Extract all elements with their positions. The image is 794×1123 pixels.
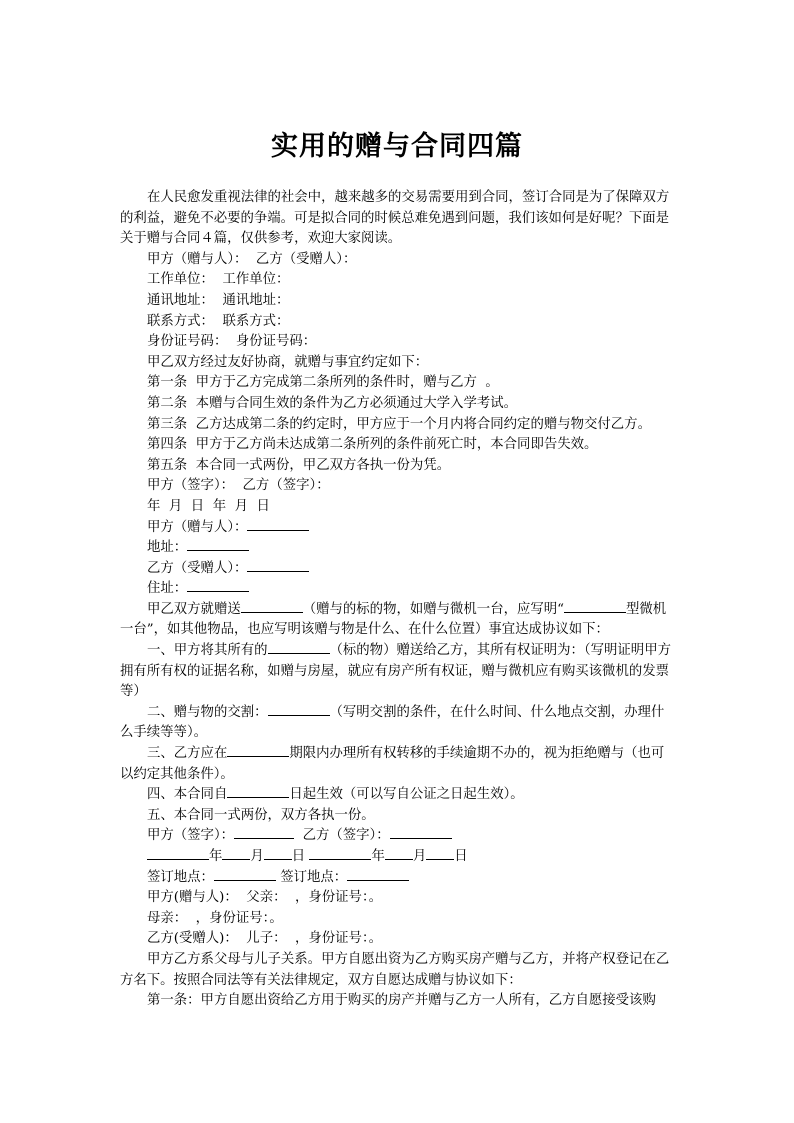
- blank-underline: [147, 847, 209, 860]
- party-line: 甲方（赠与人）： 乙方（受赠人）：: [147, 251, 357, 267]
- mother-line: 母亲： ，身份证号：。: [147, 910, 283, 926]
- blank-underline: [187, 579, 249, 592]
- donee-line: 乙方（受赠人）：: [120, 559, 676, 580]
- blank-underline: [227, 744, 289, 757]
- document-body: [120, 188, 676, 1012]
- article-4: 第四条 甲方于乙方尚未达成第二条所列的条件前死亡时，本合同即告失效。: [147, 437, 598, 453]
- donor-address-line: 地址：: [120, 538, 676, 559]
- blank-underline: [268, 703, 330, 716]
- signature-blank-line: 甲方（签字）： 乙方（签字）：: [120, 826, 676, 847]
- article-3: 第三条 乙方达成第二条的约定时，甲方应于一个月内将合同约定的赠与物交付乙方。: [147, 416, 651, 432]
- blank-underline: [234, 826, 294, 839]
- intro-paragraph: 在人民愈发重视法律的社会中，越来越多的交易需要用到合同，签订合同是为了保障双方的利益，避免不必要的争端。可是拟合同的时候总难免遇到问题，我们该如何是好呢？下面是关于赠与合同４篇，仅供参考，欢迎大家阅读。: [120, 190, 670, 247]
- date-blank-line: 年 月 日 年 月 日: [120, 847, 676, 868]
- blank-underline: [247, 518, 309, 531]
- blank-underline: [241, 600, 303, 613]
- gift-paragraph: 甲乙双方就赠送 （赠与的标的物，如赠与微机一台，应写明“ 型微机一台”，如其他物品，也应写明该赠与物是什么、在什么位置）事宜达成协议如下：: [120, 601, 667, 638]
- agreement-line: 甲乙双方经过友好协商，就赠与事宜约定如下：: [147, 354, 429, 370]
- donor-parents-line: 甲方(赠与人)： 父亲： ，身份证号：。: [147, 890, 383, 906]
- donee-address-line: 住址：: [120, 579, 676, 600]
- contact-line: 联系方式： 联系方式：: [147, 313, 290, 329]
- blank-underline: [264, 847, 292, 860]
- article-1: 第一条 甲方于乙方完成第二条所列的条件时，赠与乙方 。: [147, 375, 499, 391]
- work-unit-line: 工作单位： 工作单位：: [147, 272, 290, 288]
- donor-line: 甲方（赠与人）：: [120, 518, 676, 539]
- blank-underline: [426, 847, 454, 860]
- clause-3: 三、乙方应在 期限内办理所有权转移的手续逾期不办的，视为拒绝赠与（也可以约定其他条件）。: [120, 746, 665, 782]
- clause-1: 一、甲方将其所有的 （标的物）赠送给乙方，其所有权证明为：（写明证明甲方拥有所有权的证据名称，如赠与房屋，就应有房产所有权证，赠与微机应有购买该微机的发票等）: [120, 643, 671, 700]
- clause-4: 四、本合同自 日起生效（可以写自公证之日起生效）。: [147, 787, 524, 803]
- signing-place-line: 签订地点： 签订地点：: [120, 868, 676, 889]
- date-line: 年 月 日 年 月 日: [147, 498, 270, 514]
- article-one-paragraph: 第一条：甲方自愿出资给乙方用于购买的房产并赠与乙方一人所有，乙方自愿接受该购: [147, 993, 656, 1009]
- blank-underline: [247, 559, 309, 572]
- article-5: 第五条 本合同一式两份，甲乙双方各执一份为凭。: [147, 457, 451, 473]
- address-line: 通讯地址： 通讯地址：: [147, 292, 290, 308]
- clause-2: 二、赠与物的交割： （写明交割的条件，在什么时间、什么地点交割，办理什么手续等等）。: [120, 704, 665, 741]
- article-2: 第二条 本赠与合同生效的条件为乙方必须通过大学入学考试。: [147, 395, 518, 411]
- blank-underline: [187, 538, 249, 551]
- signature-line: 甲方（签字）： 乙方（签字）：: [147, 478, 330, 494]
- blank-underline: [227, 785, 289, 798]
- clause-5: 五、本合同一式两份，双方各执一份。: [147, 807, 375, 823]
- blank-underline: [222, 847, 250, 860]
- relationship-paragraph: 甲方乙方系父母与儿子关系。甲方自愿出资为乙方购买房产赠与乙方，并将产权登记在乙方名下。按照合同法等有关法律规定，双方自愿达成赠与协议如下：: [120, 951, 670, 988]
- blank-underline: [347, 868, 409, 881]
- id-number-line: 身份证号码： 身份证号码：: [147, 334, 317, 350]
- blank-underline: [268, 641, 330, 654]
- blank-underline: [390, 826, 452, 839]
- document-title: 实用的赠与合同四篇: [271, 131, 523, 162]
- blank-underline: [309, 847, 371, 860]
- blank-underline: [385, 847, 413, 860]
- blank-underline: [214, 868, 276, 881]
- donee-son-line: 乙方(受赠人)： 儿子： ，身份证号：。: [147, 931, 383, 947]
- blank-underline: [564, 600, 626, 613]
